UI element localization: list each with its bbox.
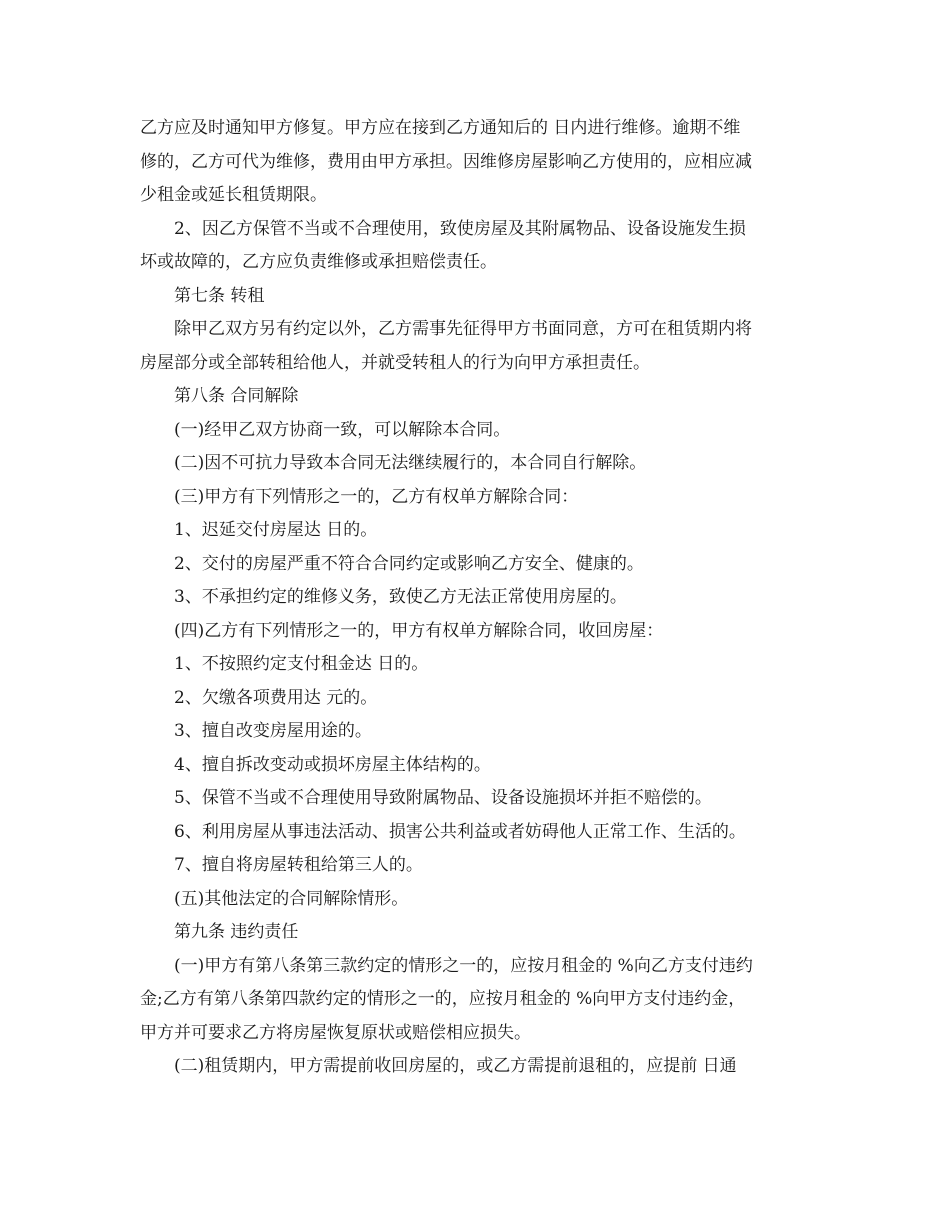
clause-item: 4、擅自拆改变动或损坏房屋主体结构的。 (174, 754, 491, 775)
clause-item: 3、擅自改变房屋用途的。 (174, 721, 372, 741)
article-heading: 第七条 转租 (174, 285, 265, 306)
clause-item: 2、交付的房屋严重不符合合同约定或影响乙方安全、健康的。 (174, 553, 644, 574)
clause-item: 2、欠缴各项费用达 元的。 (174, 687, 378, 708)
clause-item: 7、擅自将房屋转租给第三人的。 (174, 855, 423, 875)
article-heading: 第九条 违约责任 (174, 922, 299, 942)
clause-item: 6、利用房屋从事违法活动、损害公共利益或者妨碍他人正常工作、生活的。 (174, 821, 746, 842)
clause-item: (二)因不可抗力导致本合同无法继续履行的，本合同自行解除。 (174, 453, 647, 473)
clause-item: 3、不承担约定的维修义务，致使乙方无法正常使用房屋的。 (174, 587, 627, 607)
text-line: 2、因乙方保管不当或不合理使用，致使房屋及其附属物品、设备设施发生损 (174, 218, 746, 239)
clause-item: 1、迟延交付房屋达 日的。 (174, 520, 378, 540)
text-line: 除甲乙双方另有约定以外，乙方需事先征得甲方书面同意，方可在租赁期内将 (174, 319, 752, 339)
text-line: 少租金或延长租赁期限。 (140, 185, 327, 205)
text-line: 甲方并可要求乙方将房屋恢复原状或赔偿相应损失。 (140, 1022, 531, 1043)
text-line: 坏或故障的，乙方应负责维修或承担赔偿责任。 (140, 252, 497, 272)
clause-item: (一)经甲乙双方协商一致，可以解除本合同。 (174, 419, 511, 440)
text-line: (一)甲方有第八条第三款约定的情形之一的，应按月租金的 %向乙方支付违约 (174, 955, 753, 976)
text-line: 房屋部分或全部转租给他人，并就受转租人的行为向甲方承担责任。 (140, 352, 650, 373)
clause-item: (四)乙方有下列情形之一的，甲方有权单方解除合同，收回房屋： (174, 620, 664, 641)
clause-item: 1、不按照约定支付租金达 日的。 (174, 654, 429, 674)
article-heading: 第八条 合同解除 (174, 386, 299, 406)
text-line: 乙方应及时通知甲方修复。甲方应在接到乙方通知后的 日内进行维修。逾期不维 (140, 118, 741, 138)
clause-item: (三)甲方有下列情形之一的，乙方有权单方解除合同： (174, 486, 579, 507)
document-body (140, 112, 820, 1084)
text-line: 修的，乙方可代为维修，费用由甲方承担。因维修房屋影响乙方使用的，应相应减 (140, 151, 752, 172)
clause-item: (五)其他法定的合同解除情形。 (174, 888, 409, 909)
text-line: (二)租赁期内，甲方需提前收回房屋的，或乙方需提前退租的，应提前 日通 (174, 1056, 737, 1076)
text-line: 金;乙方有第八条第四款约定的情形之一的，应按月租金的 %向甲方支付违约金， (140, 989, 746, 1009)
clause-item: 5、保管不当或不合理使用导致附属物品、设备设施损坏并拒不赔偿的。 (174, 788, 712, 808)
